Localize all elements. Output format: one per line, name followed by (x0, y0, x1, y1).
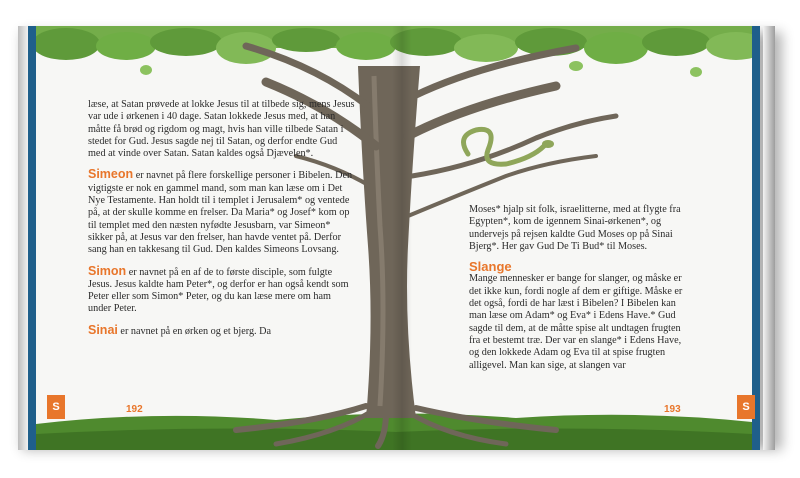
letter-tab-right: S (737, 395, 755, 419)
book-edge-left (18, 26, 28, 450)
term-simon: Simon (88, 263, 127, 278)
left-intro: læse, at Satan prøvede at lokke Jesus til at tilbede sig, mens Jesus var ude i ørkenen i 40 dage. Satan lokkede Jesus med, at han måtte få brød og rigdom og magt, hvis han ville tilbede Satan i stedet for Gud. Jesus sagde nej til Satan, og derfor endte Gud med at vinde over Satan. Satan kaldes også Djævelen*. (88, 99, 355, 160)
entry-sinai-text: er navnet på en ørken og et bjerg. Da (117, 325, 272, 337)
letter-tab-left: S (47, 395, 65, 419)
page-number-left: 192 (126, 404, 143, 415)
snake-head (542, 140, 554, 148)
term-simeon: Simeon (88, 167, 134, 182)
right-page-text (469, 204, 689, 380)
page-gutter (392, 26, 412, 450)
right-intro: Moses* hjalp sit folk, israelitterne, med at flygte fra Egypten*, kom de igennem Sinai-ørkenen*, og undervejs på rejsen kaldte Gud Moses op på Sinai Bjerg*. Her gav Gud De Ti Bud* til Moses. (469, 204, 681, 252)
entry-simeon-text: er navnet på flere forskellige personer i Bibelen. Den vigtigste er nok en gammel mand, som man kan læse om i Det Nye Testamente. Han holdt til i templet i Jerusalem* og ventede på, at der skulle komme en frelser. Da Maria* og Josef* kom op til templet med den næsten nyfødte Jesusbarn, var Simeon* sikker på, at Jesus var den frelser, han havde ventet på. Derfor sang han en takkesang til Gud. Den kaldes Simeons Lovsang. (88, 170, 353, 256)
entry-simon (88, 265, 356, 316)
heading-slange: Slange (469, 259, 512, 275)
cover-right (752, 26, 760, 450)
entry-slange-text: Mange mennesker er bange for slanger, og måske er det ikke kun, fordi nogle af dem er giftige. Måske er det også, fordi de har læst i Bibelen? I Bibelen kan man læse om Adam* og Eva* i Edens Have.* Gud sagde til dem, at de måtte spise alt undtagen frugten fra et bestemt træ. Der var en slange* i Edens Have, og den lokkede Adam og Eva til at spise frugten alligevel. Man kan sige, at slangen var (469, 273, 683, 371)
entry-simon-text: er navnet på en af de to første disciple, som fulgte Jesus. Jesus kaldte ham Peter*, og derfor er han også kendt som Peter eller som Simon* Peter, og du kan læse mere om ham under Peter. (88, 266, 349, 315)
page-number-right: 193 (664, 404, 681, 415)
book-edge-right (763, 26, 775, 450)
entry-simeon (88, 168, 356, 256)
entry-sinai (88, 324, 356, 338)
term-sinai: Sinai (88, 322, 118, 337)
left-page-text (88, 99, 356, 346)
cover-left (28, 26, 36, 450)
